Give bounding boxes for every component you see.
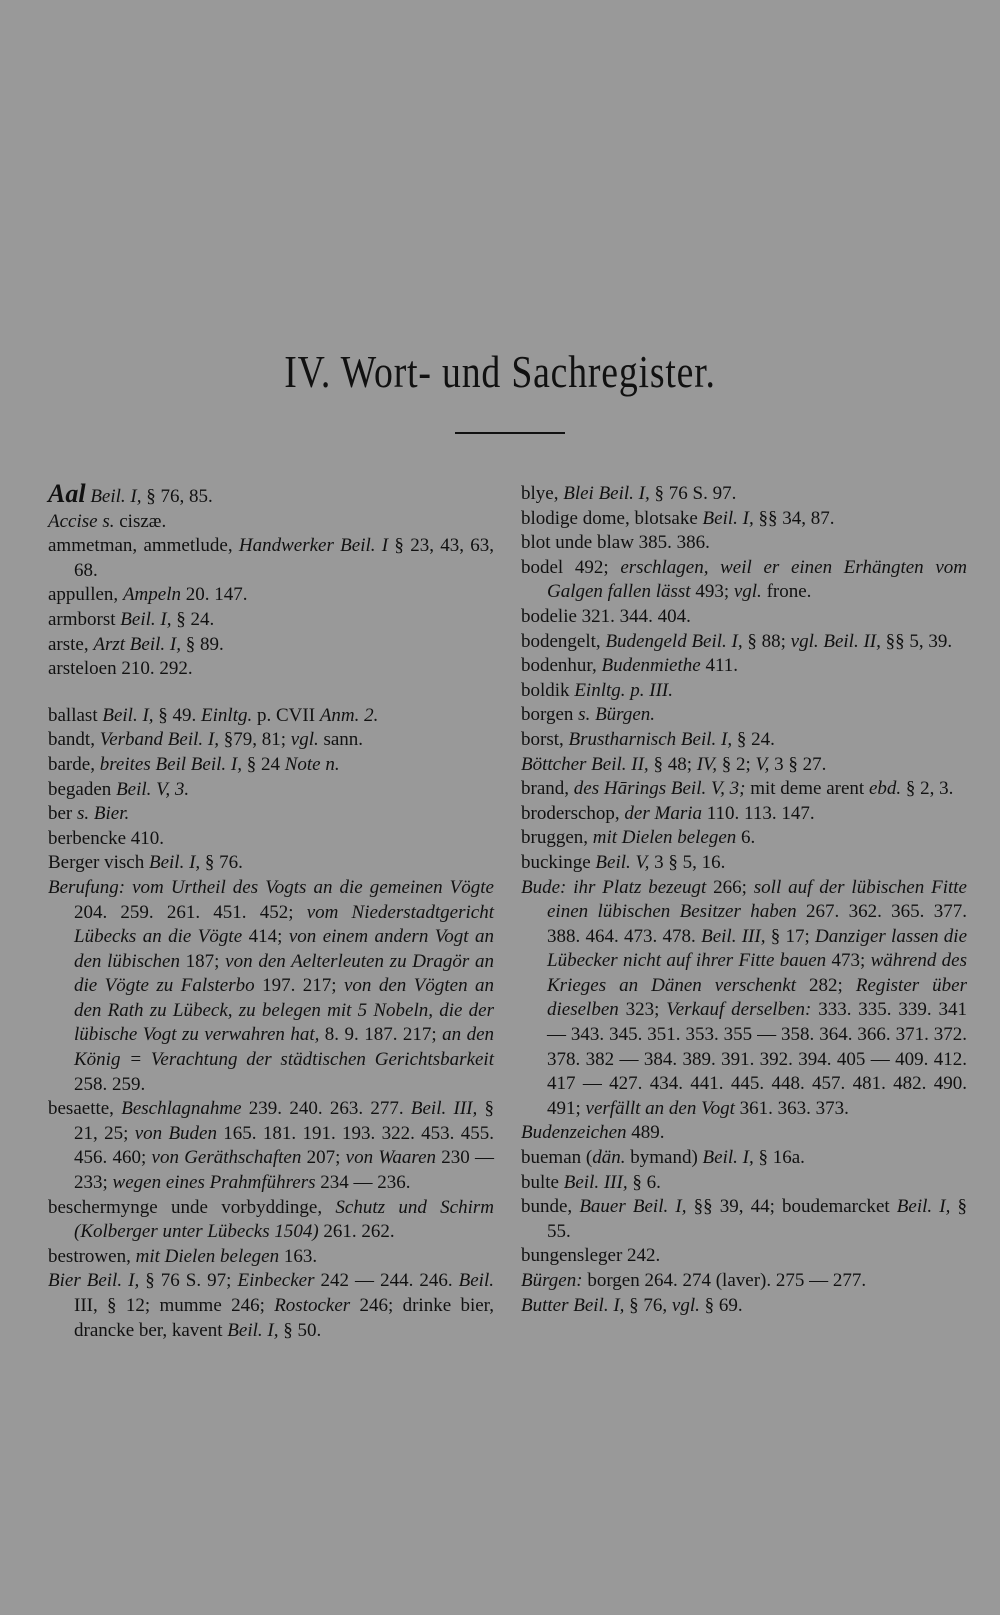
- entry-text: ballast: [48, 704, 103, 726]
- entry-text: Beil. I,: [702, 1147, 754, 1169]
- entry-text: vgl.: [290, 729, 319, 751]
- entry-text: broderschop,: [521, 802, 625, 824]
- left-column: [48, 479, 495, 1343]
- index-entry-bruggen: [521, 826, 967, 851]
- entry-text: § 89.: [180, 633, 224, 655]
- entry-text: p. CVII: [252, 704, 320, 726]
- entry-text: Beil. I,: [102, 704, 154, 726]
- entry-text: borgen: [521, 704, 579, 726]
- entry-text: bungensleger 242.: [521, 1245, 661, 1267]
- entry-text: boldik: [521, 679, 575, 701]
- entry-text: §§ 5, 39.: [880, 630, 953, 652]
- entry-text: s. Bier.: [77, 803, 130, 825]
- index-entry-bandt: [48, 728, 494, 753]
- index-entry-blot: [521, 531, 967, 556]
- entry-text: arsteloen 210. 292.: [48, 658, 193, 680]
- entry-text: ciszæ.: [114, 510, 167, 532]
- index-entry-berufung: [48, 876, 494, 1097]
- entry-text: an den König = Verachtung der städtischen Gerichtsbarkeit: [74, 1024, 495, 1071]
- entry-text: § 2, 3.: [901, 778, 954, 800]
- entry-text: 110. 113. 147.: [702, 802, 815, 824]
- entry-text: § 23, 43, 63, 68.: [74, 535, 494, 581]
- entry-text: Verband Beil. I,: [99, 729, 219, 751]
- index-entry-bunde: [521, 1195, 967, 1244]
- entry-text: während des Krieges an Dänen verschenkt: [547, 950, 967, 996]
- index-entry-bestrowen: [48, 1245, 494, 1270]
- entry-text: § 6.: [627, 1171, 661, 1193]
- entry-text: Berufung: vom Urtheil des Vogts an die gemeinen Vögte: [48, 876, 494, 898]
- entry-text: 197. 217;: [254, 975, 344, 997]
- entry-text: III, § 12; mumme 246;: [74, 1295, 275, 1316]
- index-entry-bodenhur: [521, 654, 967, 679]
- entry-text: 163.: [279, 1245, 318, 1267]
- entry-text: § 55.: [547, 1196, 967, 1242]
- index-entry-besaette: [48, 1097, 494, 1195]
- entry-text: besaette,: [48, 1098, 122, 1120]
- entry-text: 411.: [700, 655, 738, 677]
- index-entry-arste: [48, 633, 494, 658]
- entry-text: bodelie 321. 344. 404.: [521, 605, 691, 627]
- entry-text: § 76 S. 97.: [649, 483, 737, 504]
- index-entry-borgen: [521, 703, 967, 728]
- index-entry-begaden: [48, 778, 494, 803]
- entry-text: Bude: ihr Platz bezeugt: [521, 876, 707, 898]
- entry-text: Beil. I,: [227, 1319, 279, 1341]
- entry-text: sann.: [318, 729, 364, 751]
- entry-text: Accise: [48, 510, 98, 532]
- entry-text: § 88;: [742, 630, 791, 652]
- entry-text: Budenmiethe: [601, 655, 701, 677]
- entry-text: Bier Beil. I,: [48, 1270, 140, 1292]
- entry-text: 323;: [618, 999, 667, 1021]
- entry-text: § 76.: [200, 852, 243, 874]
- entry-text: 165. 181. 191. 193. 322. 453. 455. 456. 460;: [74, 1122, 494, 1169]
- entry-text: 267. 362. 365. 377. 388. 464. 473. 478.: [547, 901, 968, 947]
- entry-text: Handwerker Beil. I: [238, 535, 389, 557]
- entry-text: § 76 S. 97;: [139, 1270, 238, 1292]
- entry-text: ebd.: [868, 778, 902, 800]
- entry-text: verfällt an den Vogt: [585, 1097, 735, 1119]
- index-entry-bueman: [521, 1146, 967, 1171]
- index-entry-bungensleger: [521, 1244, 967, 1269]
- entry-text: Beil. I,: [702, 507, 754, 529]
- entry-text: soll auf der lübischen Fitte einen lübischen Besitzer haben: [547, 876, 967, 923]
- entry-text: Beil. III,: [410, 1098, 478, 1120]
- entry-text: Beschlagnahme: [121, 1098, 242, 1120]
- entry-text: Note n.: [284, 753, 340, 775]
- entry-text: s.: [102, 510, 115, 532]
- entry-text: 414;: [242, 926, 289, 948]
- entry-text: begaden: [48, 778, 117, 800]
- entry-text: 282;: [796, 974, 856, 996]
- entry-text: 3 § 5, 16.: [649, 851, 726, 873]
- index-entry-broderschop: [521, 802, 967, 827]
- entry-text: § 24.: [732, 728, 775, 750]
- index-entry-bulte: [521, 1171, 967, 1196]
- entry-text: erschlagen, weil er einen Erhängten vom Galgen fallen lässt: [547, 556, 967, 603]
- index-entry-borst: [521, 728, 967, 753]
- index-entry-arsteloen: [48, 657, 494, 682]
- entry-text: 6.: [736, 827, 756, 849]
- index-entry-blye: [521, 482, 967, 507]
- entry-text: 473;: [826, 950, 871, 972]
- index-entry-aal: [48, 479, 494, 510]
- entry-text: Einbecker: [237, 1270, 315, 1292]
- entry-text: s. Bürgen.: [578, 704, 656, 726]
- entry-text: ber: [48, 803, 78, 825]
- entry-text: bulte: [521, 1171, 564, 1193]
- entry-text: Beil. V, 3.: [116, 778, 190, 800]
- entry-text: 266;: [706, 876, 754, 898]
- index-entry-buergen: [521, 1269, 967, 1294]
- entry-text: buckinge: [521, 851, 596, 873]
- right-column: [521, 482, 967, 1318]
- entry-text: 489.: [626, 1122, 665, 1144]
- entry-text: § 76,: [624, 1294, 672, 1316]
- entry-text: Beil. III,: [563, 1171, 628, 1193]
- entry-text: Verkauf derselben:: [666, 999, 812, 1021]
- page-title: IV. Wort- und Sachregister.: [284, 346, 716, 397]
- index-entry-barde: [48, 753, 494, 778]
- index-entry-bodengelt: [521, 630, 967, 655]
- entry-text: bruggen,: [521, 827, 593, 849]
- entry-text: Blei Beil. I,: [563, 483, 650, 504]
- entry-text: Register über dieselben: [547, 974, 967, 1021]
- index-entry-armborst: [48, 608, 494, 633]
- index-entry-accise: [48, 510, 494, 535]
- entry-text: Berger visch: [48, 852, 149, 874]
- entry-text: § 49.: [153, 704, 202, 726]
- entry-text: Einltg. p. III.: [574, 679, 673, 701]
- entry-text: vom Niederstadtgericht Lübecks an die Vögte: [74, 901, 495, 948]
- index-entry-ammetman: [48, 534, 494, 583]
- entry-text: § 69.: [699, 1294, 743, 1316]
- index-entry-bodelie: [521, 605, 967, 630]
- entry-text: 230 — 233;: [74, 1147, 495, 1194]
- entry-text: Ampeln: [122, 584, 181, 606]
- entry-text: von den Vögten an den Rath zu Lübeck, zu belegen mit 5 Nobeln, die der lübische Vogt zu verwahren hat,: [74, 975, 495, 1046]
- entry-text: Bauer Beil. I,: [579, 1196, 687, 1218]
- entry-text: Beil. I,: [148, 852, 201, 874]
- entry-text: Einltg.: [201, 704, 253, 726]
- entry-text: 246; drinke bier, drancke ber, kavent: [74, 1295, 494, 1341]
- entry-text: bymand): [625, 1147, 703, 1169]
- entry-text: 258. 259.: [74, 1073, 146, 1095]
- title-divider: [455, 432, 565, 434]
- entry-text: 242 — 244. 246.: [314, 1270, 459, 1292]
- entry-text: 8. 9. 187. 217;: [319, 1024, 443, 1046]
- index-entry-berger: [48, 851, 494, 876]
- entry-text: Böttcher Beil. II,: [521, 753, 649, 775]
- index-entry-boettcher: [521, 753, 967, 778]
- entry-text: der Maria: [624, 802, 702, 824]
- entry-text: appullen,: [48, 584, 123, 606]
- entry-text: vgl.: [671, 1294, 700, 1316]
- entry-text: Aal: [48, 479, 86, 508]
- entry-text: von Buden: [134, 1122, 217, 1144]
- entry-text: § 24.: [171, 608, 215, 630]
- entry-text: Budengeld Beil. I,: [605, 630, 743, 652]
- index-entry-blodige: [521, 507, 967, 532]
- entry-text: bestrowen,: [48, 1245, 136, 1267]
- entry-text: borgen 264. 274 (laver). 275 — 277.: [582, 1270, 867, 1291]
- entry-text: bueman (: [521, 1147, 593, 1169]
- entry-text: 207;: [301, 1147, 346, 1169]
- entry-text: brand,: [521, 778, 574, 800]
- index-entry-bude: [521, 876, 967, 1122]
- entry-text: §§ 34, 87.: [753, 507, 835, 529]
- entry-text: Beil. I,: [896, 1196, 951, 1218]
- entry-text: V,: [755, 753, 770, 775]
- entry-text: Beil. I,: [90, 486, 142, 507]
- entry-text: 204. 259. 261. 451. 452;: [74, 901, 307, 923]
- entry-text: armborst: [48, 608, 121, 630]
- index-entry-bodel: [521, 556, 967, 605]
- entry-text: vgl.: [733, 581, 762, 603]
- index-entry-beschermynge: [48, 1196, 494, 1245]
- entry-text: § 16a.: [753, 1147, 805, 1169]
- entry-text: Anm. 2.: [319, 704, 379, 726]
- index-entry-buckinge: [521, 851, 967, 876]
- index-entry-boldik: [521, 679, 967, 704]
- entry-text: wegen eines Prahmführers: [112, 1172, 316, 1194]
- entry-text: Beil. V,: [595, 851, 650, 873]
- entry-text: berbencke 410.: [48, 827, 165, 849]
- entry-text: 333. 335. 339. 341 — 343. 345. 351. 353. 355 — 358. 364. 366. 371. 372. 378. 382 — 384. 389. 391. 392. 394. 405 — 409. 412. 417 — 427. 434. 441. 445. 448. 457. 481. 482. 490. 491;: [547, 999, 968, 1119]
- entry-text: 3 § 27.: [769, 753, 827, 775]
- index-entry-appullen: [48, 583, 494, 608]
- entry-text: beschermynge unde vorbyddinge,: [48, 1196, 336, 1218]
- entry-text: blye,: [521, 483, 564, 504]
- entry-text: § 76, 85.: [141, 486, 213, 507]
- entry-text: Butter Beil. I,: [521, 1294, 625, 1316]
- entry-text: § 21, 25;: [74, 1098, 495, 1144]
- entry-text: § 48;: [648, 753, 697, 775]
- entry-text: von einem andern Vogt an den lübischen: [74, 926, 495, 972]
- index-entry-budenzeichen: [521, 1121, 967, 1146]
- entry-text: bodengelt,: [521, 630, 606, 652]
- entry-text: IV,: [696, 753, 717, 775]
- entry-text: barde,: [48, 753, 100, 775]
- index-entry-ber: [48, 802, 494, 827]
- entry-text: Beil. III,: [701, 925, 766, 947]
- entry-text: § 2;: [716, 753, 756, 775]
- entry-text: von Geräthschaften: [151, 1147, 302, 1169]
- entry-text: mit Dielen belegen: [135, 1245, 280, 1267]
- entry-text: blodige dome, blotsake: [521, 507, 703, 529]
- index-entry-ballast: [48, 704, 494, 729]
- entry-text: § 17;: [765, 925, 816, 947]
- entry-text: 20. 147.: [180, 584, 248, 606]
- entry-text: frone.: [761, 581, 812, 603]
- entry-text: §§ 39, 44; boudemarcket: [686, 1196, 897, 1218]
- entry-text: mit deme arent: [745, 778, 869, 800]
- entry-text: §79, 81;: [218, 729, 291, 751]
- entry-text: vgl. Beil. II,: [790, 630, 881, 652]
- entry-text: Brustharnisch Beil. I,: [568, 728, 733, 750]
- entry-text: Budenzeichen: [521, 1122, 627, 1144]
- entry-text: 239. 240. 263. 277.: [241, 1098, 411, 1120]
- entry-text: Danziger lassen die Lübecker nicht auf ihrer Fitte bauen: [547, 925, 968, 972]
- entry-text: Beil.: [458, 1270, 494, 1292]
- index-entry-brand: [521, 777, 967, 802]
- entry-group-gap: [48, 682, 494, 704]
- entry-text: dän.: [592, 1147, 626, 1169]
- entry-text: bodel 492;: [521, 556, 621, 578]
- entry-text: Rostocker: [274, 1295, 351, 1316]
- entry-text: ammetman, ammetlude,: [48, 535, 239, 557]
- entry-text: von den Aelterleuten zu Dragör an die Vögte zu Falsterbo: [74, 950, 494, 997]
- entry-text: des Hārings Beil. V, 3;: [573, 778, 746, 800]
- entry-text: 493;: [690, 581, 734, 603]
- entry-text: bodenhur,: [521, 655, 602, 677]
- entry-text: § 50.: [278, 1319, 322, 1341]
- index-entry-butter: [521, 1294, 967, 1319]
- entry-text: 261. 262.: [318, 1221, 395, 1243]
- entry-text: Beil. I,: [120, 608, 172, 630]
- index-entry-bier: [48, 1269, 494, 1343]
- entry-text: 187;: [179, 950, 226, 972]
- entry-text: von Waaren: [345, 1147, 437, 1169]
- entry-text: Schutz und Schirm (Kolberger unter Lübecks 1504): [74, 1196, 494, 1243]
- entry-text: mit Dielen belegen: [592, 827, 737, 849]
- entry-text: bunde,: [521, 1196, 580, 1218]
- entry-text: bandt,: [48, 729, 100, 751]
- entry-text: 234 — 236.: [315, 1172, 411, 1194]
- entry-text: borst,: [521, 728, 569, 750]
- entry-text: blot unde blaw 385. 386.: [521, 532, 710, 554]
- entry-text: Bürgen:: [521, 1270, 583, 1291]
- entry-text: arste,: [48, 633, 94, 655]
- entry-text: § 24: [241, 753, 285, 775]
- entry-text: breites Beil Beil. I,: [99, 753, 242, 775]
- index-entry-berbencke: [48, 827, 494, 852]
- entry-text: 361. 363. 373.: [734, 1097, 849, 1119]
- entry-text: Arzt Beil. I,: [93, 633, 181, 655]
